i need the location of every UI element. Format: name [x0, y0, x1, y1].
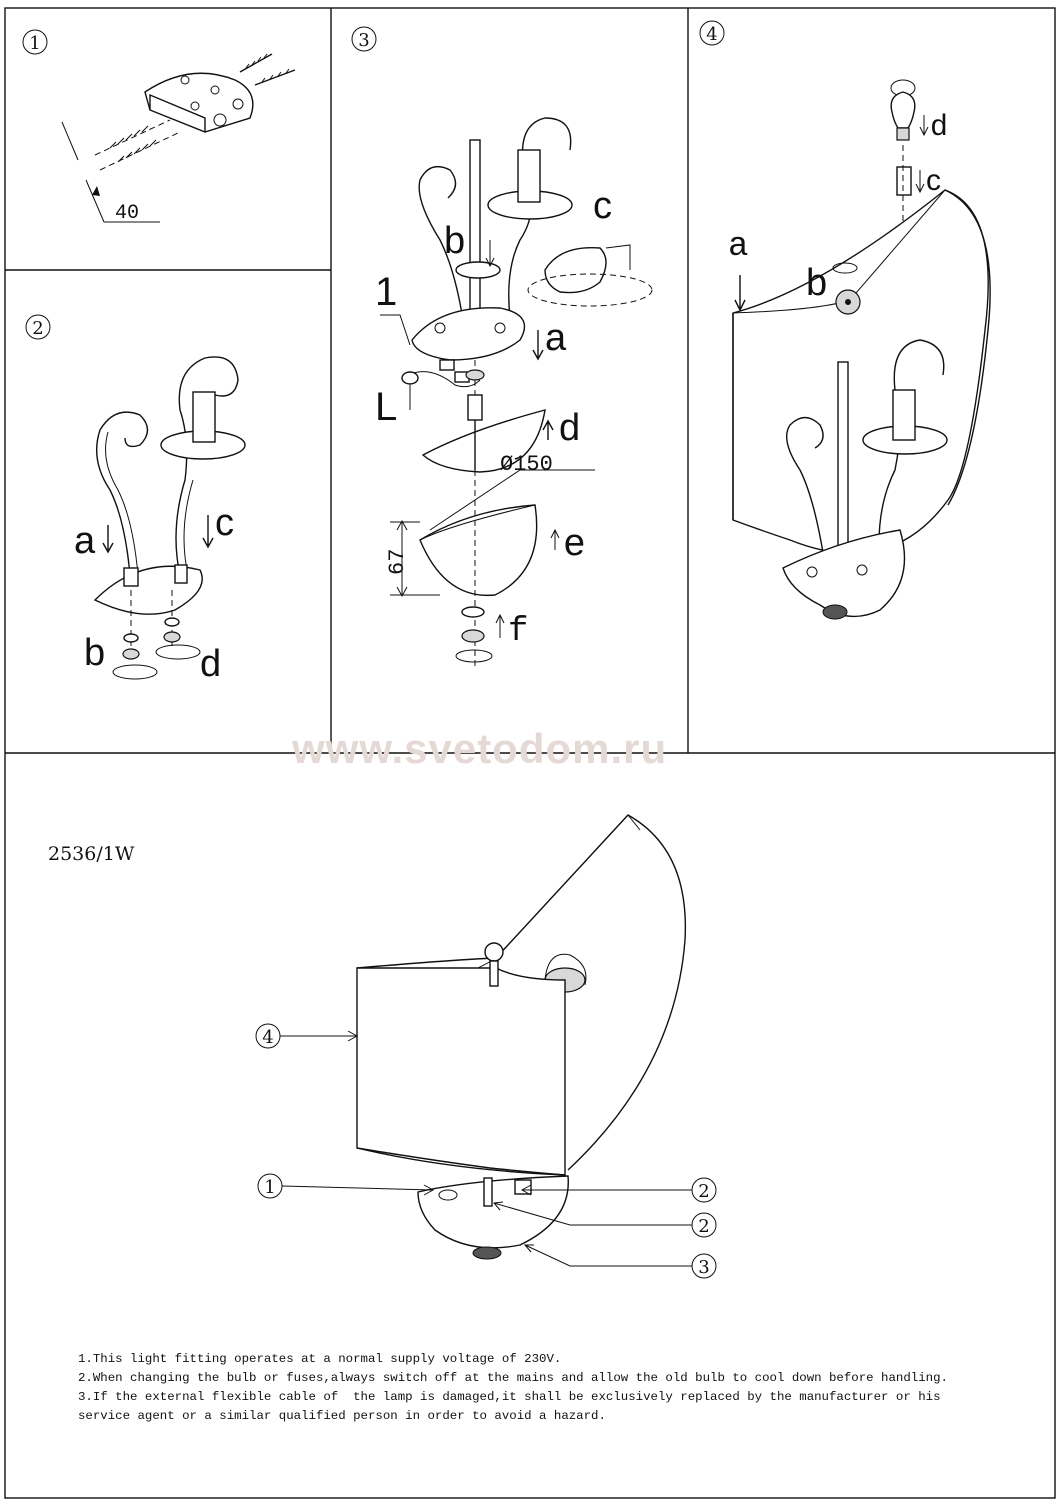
- finial-nut: [823, 605, 847, 619]
- threaded-rod: [838, 362, 848, 562]
- diameter-dimension: Ø150: [500, 452, 553, 477]
- svg-text:3: 3: [698, 1257, 710, 1278]
- safety-notes: [78, 1350, 1038, 1426]
- note-line: 3.If the external flexible cable of the lamp is damaged,it shall be exclusively replaced by the manufacturer or his: [78, 1390, 941, 1404]
- label-c: c: [926, 164, 941, 197]
- svg-text:1: 1: [264, 1177, 276, 1198]
- finial-nut: [462, 630, 484, 642]
- nut: [164, 632, 180, 642]
- washer: [124, 634, 138, 642]
- terminal: [440, 360, 454, 370]
- step-number: 4: [706, 24, 718, 45]
- panel-2: [26, 315, 245, 685]
- wall-plug: [100, 132, 180, 170]
- label-d: d: [559, 407, 581, 449]
- socket: [893, 390, 915, 440]
- finial-nut: [473, 1247, 501, 1259]
- label-L: L: [375, 385, 398, 429]
- screw: [240, 54, 272, 72]
- callout-1: [258, 1174, 433, 1198]
- nut: [466, 370, 484, 380]
- step-number: 2: [32, 318, 44, 339]
- label-d: d: [200, 643, 222, 685]
- nut: [123, 649, 139, 659]
- screw: [255, 69, 295, 85]
- dimension-label: 40: [115, 202, 140, 225]
- label-1: 1: [375, 270, 398, 314]
- callout-4: [256, 1024, 357, 1048]
- wall-plug: [95, 120, 170, 155]
- svg-text:2: 2: [698, 1216, 710, 1237]
- label-d: d: [930, 111, 949, 145]
- panel-1: [23, 30, 295, 225]
- label-f: f: [508, 613, 529, 651]
- label-b: b: [444, 220, 466, 262]
- step-number: 3: [358, 30, 370, 51]
- socket: [518, 150, 540, 202]
- wall-bracket: [145, 73, 253, 132]
- svg-text:4: 4: [262, 1027, 274, 1048]
- note-line: 1.This light fitting operates at a normal supply voltage of 230V.: [78, 1352, 562, 1366]
- label-b: b: [806, 262, 828, 304]
- label-c: c: [593, 185, 612, 227]
- sleeve: [897, 167, 911, 195]
- assembled-view: [256, 815, 716, 1278]
- svg-text:2: 2: [698, 1181, 710, 1202]
- light-bulb: [891, 80, 915, 140]
- callout-3: [525, 1245, 716, 1278]
- washer: [462, 607, 484, 617]
- socket: [193, 392, 215, 442]
- base-plate: [412, 308, 525, 360]
- panel-4: [700, 21, 990, 619]
- lamp-shade: [357, 968, 565, 1175]
- lamp-shade: [733, 190, 990, 553]
- label-a: a: [74, 520, 96, 562]
- step-number: 1: [29, 33, 41, 54]
- bracket-cup: [545, 248, 606, 293]
- threaded-rod: [470, 140, 480, 320]
- watermark: www.svetodom.ru: [292, 725, 668, 772]
- bowl: [420, 505, 537, 595]
- finial: [485, 943, 503, 961]
- bowl: [418, 1176, 568, 1248]
- label-a: a: [545, 317, 567, 359]
- washer: [165, 618, 179, 626]
- height-dimension: 67: [385, 548, 410, 575]
- label-a: a: [728, 228, 749, 266]
- scroll-arm: [97, 412, 148, 575]
- label-b: b: [84, 632, 106, 674]
- label-e: e: [563, 524, 586, 567]
- model-number: 2536/1W: [48, 843, 135, 865]
- note-line: 2.When changing the bulb or fuses,always switch off at the mains and allow the old bulb to cool down before handling.: [78, 1371, 948, 1385]
- panel-3: [352, 27, 652, 670]
- note-line: service agent or a similar qualified person in order to avoid a hazard.: [78, 1409, 606, 1423]
- label-c: c: [215, 502, 234, 544]
